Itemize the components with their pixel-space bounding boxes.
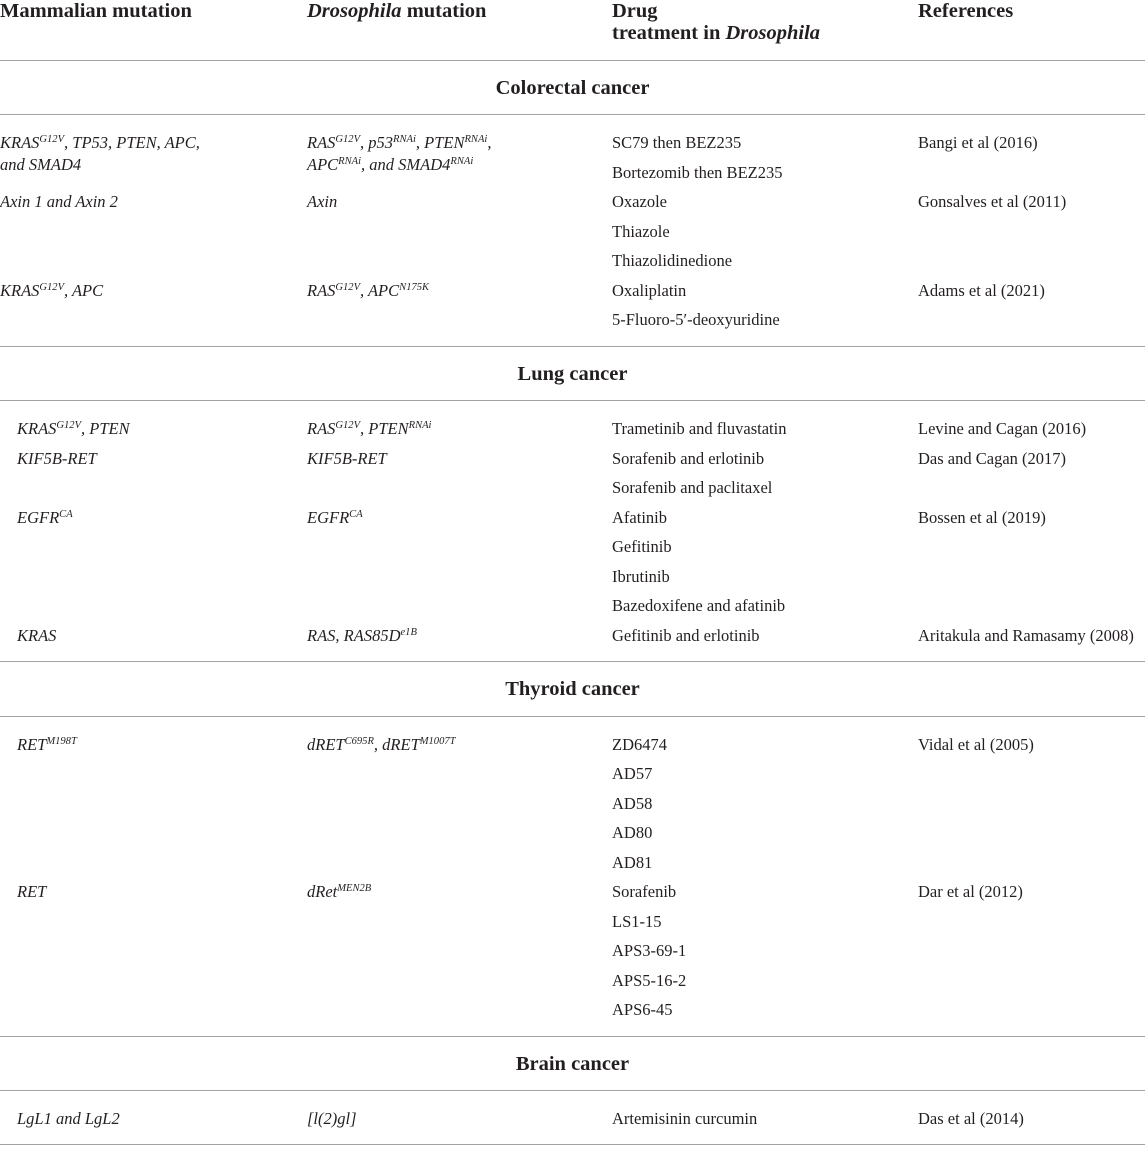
- section-title: Lung cancer: [0, 347, 1145, 402]
- drug-item: Afatinib: [612, 507, 667, 527]
- drug-item: AD80: [612, 823, 653, 842]
- drosophila-mutation-cell: [307, 444, 612, 503]
- mutation-text: , and SMAD4: [361, 155, 451, 174]
- mutation-line: [307, 154, 612, 176]
- mutation-text: Axin: [307, 192, 338, 211]
- reference-cell: Bangi et al (2016): [918, 133, 1038, 152]
- drug-treatment-cell: [612, 444, 918, 503]
- header-drosophila-word: Drosophila: [725, 22, 821, 44]
- reference-cell: Vidal et al (2005): [918, 734, 1034, 754]
- mutation-superscript: RNAi: [393, 134, 416, 146]
- table-row: [0, 187, 1145, 276]
- mutation-text: KRAS: [17, 625, 57, 645]
- drug-item: AD81: [612, 852, 653, 872]
- section-body: [0, 717, 1145, 1037]
- reference-cell: Gonsalves et al (2011): [918, 192, 1067, 211]
- drug-item: Sorafenib and erlotinib: [612, 448, 765, 468]
- drug-item: ZD6474: [612, 734, 667, 754]
- mutation-text: Axin 1 and Axin 2: [0, 192, 118, 211]
- table-section: [0, 662, 1145, 1037]
- drug-treatment-cell: [612, 1104, 918, 1134]
- reference-cell: Das and Cagan (2017): [918, 448, 1067, 468]
- reference-cell: Bossen et al (2019): [918, 507, 1046, 527]
- mutation-superscript: G12V: [335, 420, 361, 432]
- mutation-superscript: RNAi: [408, 420, 432, 432]
- table-row: [0, 730, 1145, 878]
- mutation-superscript: RNAi: [464, 134, 488, 146]
- mutation-superscript: G12V: [335, 281, 361, 293]
- drosophila-mutation-cell: [307, 276, 612, 335]
- drug-item: APS6-45: [612, 1000, 673, 1019]
- drug-item: APS3-69-1: [612, 941, 687, 960]
- mammalian-mutation-cell: [0, 187, 307, 276]
- mutation-line: [17, 625, 307, 647]
- table-section: [0, 61, 1145, 347]
- header-treatment-text: treatment in: [612, 22, 726, 44]
- table-header: [0, 0, 1145, 61]
- mutation-line: [307, 507, 612, 529]
- mutation-text: , p53: [360, 133, 394, 152]
- section-title: Colorectal cancer: [0, 61, 1145, 116]
- mutation-text: , TP53, PTEN, APC,: [64, 133, 200, 152]
- drug-item: Ibrutinib: [612, 566, 670, 586]
- mutation-superscript: G12V: [335, 134, 361, 146]
- drug-item: Oxaliplatin: [612, 280, 687, 300]
- mutation-superscript: C695R: [344, 735, 374, 747]
- mutation-line: [0, 280, 307, 302]
- drosophila-mutation-cell: [307, 128, 612, 187]
- header-treatment-line: [612, 22, 918, 44]
- mutation-line: [307, 625, 612, 647]
- mutation-line: [307, 132, 612, 154]
- drosophila-mutation-cell: [307, 877, 612, 1025]
- drug-treatment-cell: [612, 128, 918, 187]
- table-section: [0, 1037, 1145, 1145]
- mammalian-mutation-cell: [0, 621, 307, 651]
- drosophila-mutation-cell: [307, 187, 612, 276]
- mutation-text: KRAS: [0, 280, 40, 300]
- drug-item: Thiazole: [612, 221, 670, 241]
- mutation-line: [307, 1108, 612, 1130]
- mutation-line: [307, 280, 612, 302]
- mutation-text: RAS: [307, 419, 336, 438]
- table-row: [0, 276, 1145, 335]
- drug-item: 5-Fluoro-5′-deoxyuridine: [612, 310, 780, 329]
- drug-item: Artemisinin curcumin: [612, 1109, 758, 1128]
- mutation-superscript: e1B: [400, 626, 417, 638]
- mutation-text: , APC: [64, 280, 104, 300]
- mutation-text: and SMAD4: [0, 155, 82, 174]
- table-row: [0, 877, 1145, 1025]
- section-body: [0, 115, 1145, 347]
- drug-item: Gefitinib: [612, 537, 672, 556]
- mutation-text: dRET: [307, 734, 345, 754]
- header-mutation-word: mutation: [401, 0, 487, 22]
- section-body: [0, 1091, 1145, 1145]
- mammalian-mutation-cell: [0, 503, 307, 621]
- drug-item: Oxazole: [612, 192, 667, 211]
- drug-item: Sorafenib and paclitaxel: [612, 478, 773, 497]
- drug-item: AD57: [612, 764, 653, 783]
- mutation-text: , APC: [360, 280, 400, 300]
- mutation-superscript: RNAi: [450, 156, 474, 168]
- table-section: [0, 347, 1145, 663]
- mutation-text: EGFR: [17, 507, 60, 527]
- mutation-text: , dRET: [373, 734, 420, 754]
- mutation-text: , PTEN: [415, 133, 465, 152]
- drug-item: Bazedoxifene and afatinib: [612, 596, 786, 615]
- drug-treatment-cell: [612, 414, 918, 444]
- mutation-text: EGFR: [307, 507, 350, 527]
- mutation-text: ,: [487, 133, 492, 152]
- mutation-superscript: RNAi: [338, 156, 362, 168]
- mutation-line: [17, 448, 307, 470]
- mutation-text: KIF5B-RET: [17, 448, 97, 468]
- mammalian-mutation-cell: [0, 128, 307, 187]
- mutation-text: KRAS: [17, 419, 57, 438]
- table-row: [0, 414, 1145, 444]
- drug-item: Sorafenib: [612, 882, 677, 901]
- drug-treatment-cell: [612, 276, 918, 335]
- mutation-text: RAS: [307, 280, 336, 300]
- mutation-line: [17, 507, 307, 529]
- mutation-superscript: CA: [349, 508, 363, 520]
- mutation-text: RET: [17, 882, 47, 901]
- reference-cell: Aritakula and Ramasamy (2008): [918, 625, 1134, 645]
- mutation-text: dRet: [307, 882, 338, 901]
- table-row: [0, 1104, 1145, 1134]
- mutation-superscript: N175K: [399, 281, 430, 293]
- drug-treatment-cell: [612, 187, 918, 276]
- drug-item: AD58: [612, 793, 653, 813]
- drosophila-mutation-cell: [307, 414, 612, 444]
- mutation-superscript: G12V: [56, 420, 82, 432]
- drosophila-mutation-cell: [307, 621, 612, 651]
- reference-cell: Levine and Cagan (2016): [918, 419, 1087, 438]
- mutation-text: [l(2)gl]: [307, 1109, 357, 1128]
- table-row: [0, 503, 1145, 621]
- mutation-line: [0, 154, 307, 176]
- drug-item: APS5-16-2: [612, 970, 687, 990]
- table-row: [0, 444, 1145, 503]
- header-drug-line: Drug: [612, 0, 658, 22]
- drug-treatment-cell: [612, 730, 918, 878]
- mutation-superscript: MEN2B: [337, 883, 372, 895]
- mutation-text: KRAS: [0, 133, 40, 152]
- mutation-text: RAS: [307, 133, 336, 152]
- drug-treatment-cell: [612, 503, 918, 621]
- header-drosophila-word: Drosophila: [307, 0, 402, 22]
- mutation-line: [307, 191, 612, 213]
- mutation-text: , PTEN: [81, 419, 130, 438]
- header-references: References: [918, 0, 1014, 22]
- drug-treatment-cell: [612, 877, 918, 1025]
- mutation-superscript: M1007T: [419, 735, 456, 747]
- mammalian-mutation-cell: [0, 877, 307, 1025]
- drosophila-mutation-cell: [307, 503, 612, 621]
- mutation-text: APC: [307, 155, 339, 174]
- header-mammalian-mutation: Mammalian mutation: [0, 0, 192, 22]
- drug-item: Thiazolidinedione: [612, 251, 733, 270]
- table-row: [0, 128, 1145, 187]
- mammalian-mutation-cell: [0, 1104, 307, 1134]
- drosophila-mutation-cell: [307, 1104, 612, 1134]
- reference-cell: Das et al (2014): [918, 1109, 1024, 1128]
- mutation-line: [307, 734, 612, 756]
- reference-cell: Adams et al (2021): [918, 280, 1045, 300]
- table-row: [0, 621, 1145, 651]
- section-title: Brain cancer: [0, 1037, 1145, 1092]
- drug-item: Bortezomib then BEZ235: [612, 162, 783, 182]
- table-sections: [0, 61, 1145, 1145]
- mutation-line: [307, 448, 612, 470]
- reference-cell: Dar et al (2012): [918, 882, 1023, 901]
- mutation-line: [307, 881, 612, 903]
- header-drosophila-mutation: [307, 0, 612, 60]
- mutation-text: KIF5B-RET: [307, 448, 387, 468]
- section-body: [0, 401, 1145, 662]
- mutation-superscript: CA: [59, 508, 73, 520]
- header-drug-treatment: [612, 0, 918, 60]
- mutation-line: [0, 132, 307, 154]
- mutation-superscript: G12V: [39, 281, 65, 293]
- mutation-line: [0, 191, 307, 213]
- drug-treatment-cell: [612, 621, 918, 651]
- section-title: Thyroid cancer: [0, 662, 1145, 717]
- drug-item: LS1-15: [612, 911, 662, 931]
- mutation-line: [17, 734, 307, 756]
- mutation-superscript: M198T: [46, 735, 77, 747]
- mammalian-mutation-cell: [0, 276, 307, 335]
- mutation-line: [17, 1108, 307, 1130]
- mammalian-mutation-cell: [0, 414, 307, 444]
- mutation-text: RAS, RAS85D: [307, 625, 401, 645]
- drosophila-mutation-cell: [307, 730, 612, 878]
- drug-item: Gefitinib and erlotinib: [612, 625, 760, 645]
- mutation-line: [17, 418, 307, 440]
- mammalian-mutation-cell: [0, 444, 307, 503]
- drug-item: Trametinib and fluvastatin: [612, 419, 787, 438]
- mutation-line: [307, 418, 612, 440]
- mutation-text: , PTEN: [360, 419, 409, 438]
- mutation-superscript: G12V: [39, 134, 65, 146]
- mammalian-mutation-cell: [0, 730, 307, 878]
- mutation-text: LgL1 and LgL2: [17, 1109, 120, 1128]
- mutation-line: [17, 881, 307, 903]
- drug-item: SC79 then BEZ235: [612, 133, 742, 152]
- mutation-text: RET: [17, 734, 47, 754]
